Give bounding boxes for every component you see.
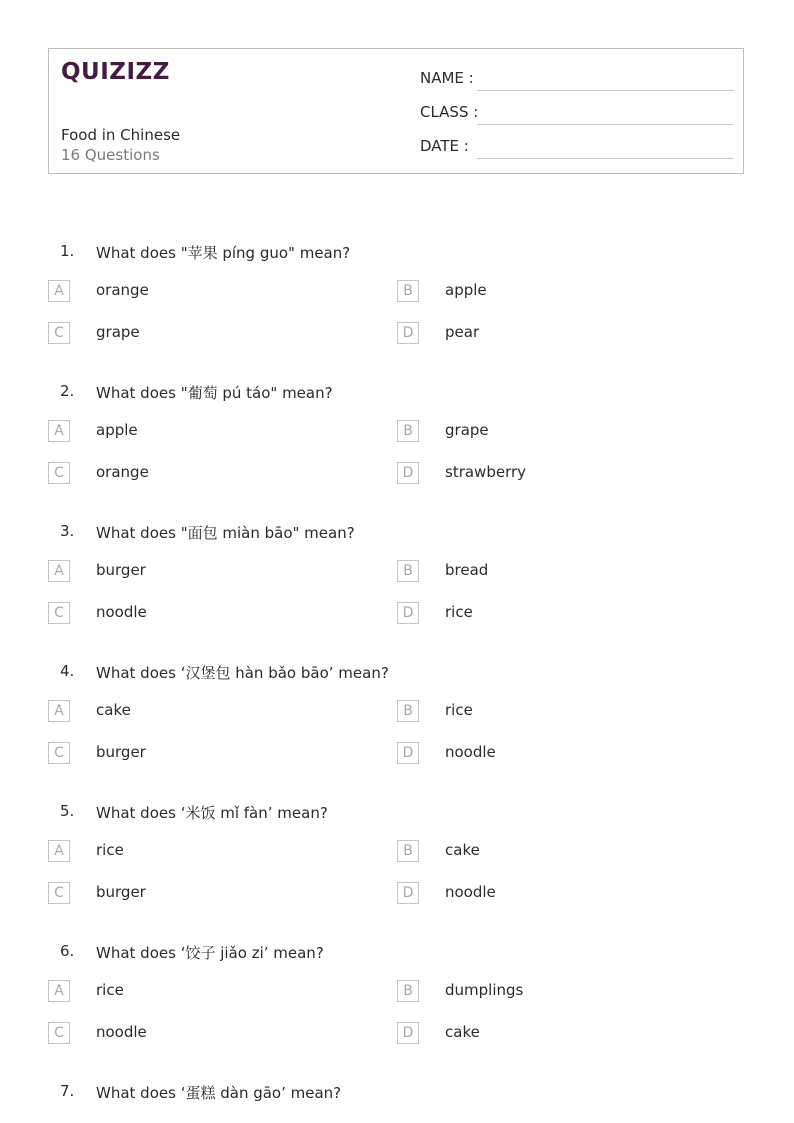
option-letter-box[interactable]: B bbox=[397, 420, 419, 442]
option-text: pear bbox=[445, 323, 480, 341]
option-text: orange bbox=[96, 281, 149, 299]
option-text: rice bbox=[445, 701, 473, 719]
option-letter-box[interactable]: A bbox=[48, 280, 70, 302]
option-letter-box[interactable]: A bbox=[48, 840, 70, 862]
option-letter-box[interactable]: A bbox=[48, 980, 70, 1002]
name-line[interactable] bbox=[477, 90, 734, 91]
option-text: noodle bbox=[445, 883, 496, 901]
option-letter-box[interactable]: C bbox=[48, 1022, 70, 1044]
option-text: orange bbox=[96, 463, 149, 481]
question-count: 16 Questions bbox=[61, 146, 160, 164]
option-letter-box[interactable]: B bbox=[397, 980, 419, 1002]
name-field[interactable] bbox=[420, 69, 734, 91]
question-number: 2. bbox=[60, 382, 75, 400]
option-text: noodle bbox=[445, 743, 496, 761]
question-text: What does "苹果 píng guo" mean? bbox=[96, 244, 351, 262]
worksheet-header bbox=[48, 48, 744, 174]
question-number: 1. bbox=[60, 242, 75, 260]
option-text: burger bbox=[96, 743, 146, 761]
option-letter-box[interactable]: C bbox=[48, 602, 70, 624]
option-letter-box[interactable]: D bbox=[397, 602, 419, 624]
option-text: noodle bbox=[96, 1023, 147, 1041]
option-text: rice bbox=[96, 981, 124, 999]
option-text: cake bbox=[445, 841, 480, 859]
date-label: DATE : bbox=[420, 137, 469, 155]
option-letter-box[interactable]: D bbox=[397, 462, 419, 484]
option-text: cake bbox=[96, 701, 131, 719]
option-text: dumplings bbox=[445, 981, 524, 999]
class-line[interactable] bbox=[477, 124, 734, 125]
quizizz-logo: QUIZIZZ bbox=[61, 59, 170, 85]
option-text: grape bbox=[445, 421, 489, 439]
option-text: noodle bbox=[96, 603, 147, 621]
question-text: What does "面包 miàn bāo" mean? bbox=[96, 524, 355, 542]
question-number: 5. bbox=[60, 802, 75, 820]
option-text: grape bbox=[96, 323, 140, 341]
option-letter-box[interactable]: D bbox=[397, 882, 419, 904]
option-letter-box[interactable]: C bbox=[48, 742, 70, 764]
question-number: 7. bbox=[60, 1082, 75, 1100]
question-number: 6. bbox=[60, 942, 75, 960]
option-text: apple bbox=[96, 421, 138, 439]
option-letter-box[interactable]: A bbox=[48, 560, 70, 582]
question-text: What does ‘汉堡包 hàn bǎo bāo’ mean? bbox=[96, 664, 389, 682]
option-letter-box[interactable]: B bbox=[397, 700, 419, 722]
date-line[interactable] bbox=[477, 158, 734, 159]
option-letter-box[interactable]: A bbox=[48, 700, 70, 722]
option-letter-box[interactable]: B bbox=[397, 560, 419, 582]
question-number: 4. bbox=[60, 662, 75, 680]
date-field[interactable] bbox=[420, 137, 734, 159]
option-letter-box[interactable]: D bbox=[397, 1022, 419, 1044]
option-letter-box[interactable]: D bbox=[397, 742, 419, 764]
option-text: rice bbox=[96, 841, 124, 859]
question-text: What does ‘蛋糕 dàn gāo’ mean? bbox=[96, 1084, 342, 1102]
question-text: What does ‘米饭 mǐ fàn’ mean? bbox=[96, 804, 328, 822]
option-text: rice bbox=[445, 603, 473, 621]
question-text: What does ‘饺子 jiǎo zi’ mean? bbox=[96, 944, 324, 962]
option-text: burger bbox=[96, 561, 146, 579]
class-field[interactable] bbox=[420, 103, 734, 125]
option-letter-box[interactable]: B bbox=[397, 280, 419, 302]
question-text: What does "葡萄 pú táo" mean? bbox=[96, 384, 333, 402]
option-letter-box[interactable]: C bbox=[48, 322, 70, 344]
worksheet-title: Food in Chinese bbox=[61, 126, 181, 144]
option-letter-box[interactable]: A bbox=[48, 420, 70, 442]
option-letter-box[interactable]: C bbox=[48, 462, 70, 484]
option-letter-box[interactable]: D bbox=[397, 322, 419, 344]
option-text: bread bbox=[445, 561, 489, 579]
option-text: apple bbox=[445, 281, 487, 299]
question-number: 3. bbox=[60, 522, 75, 540]
option-letter-box[interactable]: C bbox=[48, 882, 70, 904]
option-text: strawberry bbox=[445, 463, 527, 481]
class-label: CLASS : bbox=[420, 103, 479, 121]
option-text: burger bbox=[96, 883, 146, 901]
name-label: NAME : bbox=[420, 69, 474, 87]
option-text: cake bbox=[445, 1023, 480, 1041]
option-letter-box[interactable]: B bbox=[397, 840, 419, 862]
